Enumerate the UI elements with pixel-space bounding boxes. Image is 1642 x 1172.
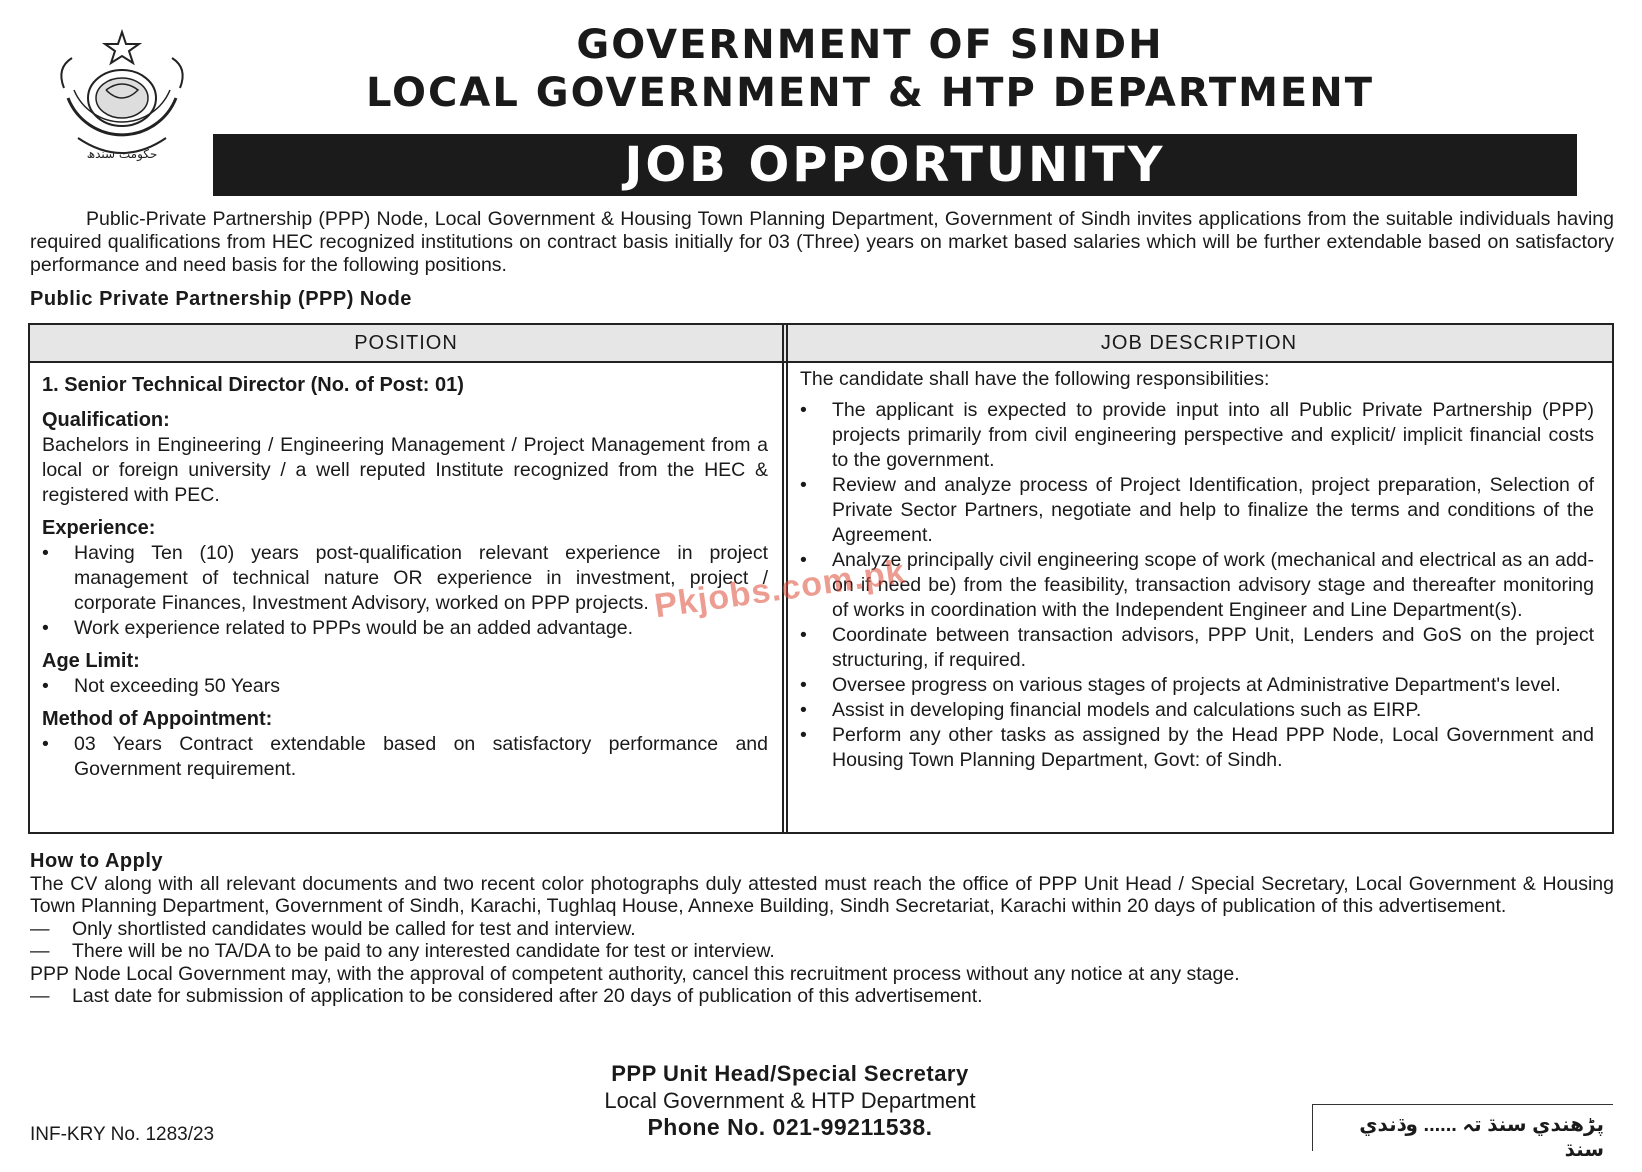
reference-number: INF-KRY No. 1283/23 (30, 1124, 215, 1145)
how-to-apply-paragraph: The CV along with all relevant documents and two recent color photographs duly attested must reach the office of PPP Unit Head / Special Secretary, Local Government & Housing Town Planning Department, Government of Sindh, Karachi, Tughlaq House, Annexe Building, Sindh Secretariat, Karachi within 20 days of publication of this advertisement. (30, 872, 1614, 917)
list-item: • Work experience related to PPPs would be an added advantage. (42, 616, 768, 641)
list-item: • Having Ten (10) years post-qualification relevant experience in project management of technical nature OR experience in investment, project / corporate Finances, Investment Advisory, worked on PPP projects. (42, 541, 768, 616)
age-list (42, 674, 768, 699)
urdu-slogan: پڑھندي سنڌ تہ ...... وڌندي سنڌ (1359, 1114, 1604, 1161)
age-limit-label: Age Limit: (42, 650, 140, 672)
col-header-description: JOB DESCRIPTION (1100, 332, 1298, 354)
method-label: Method of Appointment: (42, 708, 273, 730)
heading-department: LOCAL GOVERNMENT & HTP DEPARTMENT (365, 70, 1375, 116)
section-heading: Public Private Partnership (PPP) Node (30, 288, 412, 310)
cancellation-paragraph: PPP Node Local Government may, with the approval of competent authority, cancel this recruitment process without any notice at any stage. (30, 962, 1240, 985)
list-item: • Oversee progress on various stages of projects at Administrative Department's level. (800, 673, 1594, 698)
qualification-label: Qualification: (42, 409, 170, 431)
table-header-row (30, 325, 1612, 363)
list-item: • 03 Years Contract extendable based on satisfactory performance and Government requirement. (42, 732, 768, 782)
list-item: • Assist in developing financial models and calculations such as EIRP. (800, 698, 1594, 723)
col-header-position: POSITION (354, 332, 458, 354)
note-item: — Only shortlisted candidates would be called for test and interview. (30, 918, 1614, 941)
list-item: • The applicant is expected to provide input into all Public Private Partnership (PPP) projects primarily from civil engineering perspective and explicit/ implicit financial costs to the government. (800, 398, 1594, 473)
position-column (42, 373, 768, 790)
list-item: • Not exceeding 50 Years (42, 674, 768, 699)
phone-number: Phone No. 021-99211538. (647, 1114, 933, 1140)
watermark: Pkjobs.com.pk (652, 552, 908, 626)
heading-government: GOVERNMENT OF SINDH (576, 22, 1164, 68)
signatory-title: PPP Unit Head/Special Secretary (611, 1061, 969, 1086)
list-item: • Analyze principally civil engineering scope of work (mechanical and electrical as an add-on if need be) from the feasibility, transaction advisory stage and thereafter monitoring of works in coordination with the Independent Engineer and Line Department(s). (800, 548, 1594, 623)
how-to-apply-heading: How to Apply (30, 850, 164, 872)
job-opportunity-banner: JOB OPPORTUNITY (213, 134, 1577, 196)
note-item: — Last date for submission of application to be considered after 20 days of publication of this advertisement. (30, 985, 1614, 1008)
description-intro: The candidate shall have the following responsibilities: (800, 368, 1270, 390)
list-item: • Perform any other tasks as assigned by the Head PPP Node, Local Government and Housing Town Planning Department, Govt: of Sindh. (800, 723, 1594, 773)
seal-text: حکومت سندھ (86, 147, 158, 161)
signature-block (480, 1060, 1100, 1141)
how-to-apply-section (30, 850, 1614, 1008)
intro-paragraph: Public-Private Partnership (PPP) Node, Local Government & Housing Town Planning Department, Government of Sindh invites applications from the suitable individuals having required qualifications from HEC recognized institutions on contract basis initially for 03 (Three) years on market based salaries which will be further extendable based on satisfactory performance and need basis for the following positions. (30, 208, 1614, 276)
sindh-government-seal-icon (48, 28, 208, 180)
list-item: • Coordinate between transaction advisors, PPP Unit, Lenders and GoS on the project structuring, if required. (800, 623, 1594, 673)
qualification-text: Bachelors in Engineering / Engineering Management / Project Management from a local or foreign university / a well reputed Institute recognized from the HEC & registered with PEC. (42, 434, 768, 506)
note-item: — There will be no TA/DA to be paid to any interested candidate for test or interview. (30, 940, 1614, 963)
signatory-department: Local Government & HTP Department (604, 1088, 976, 1113)
list-item: • Review and analyze process of Project Identification, project preparation, Selection of Private Sector Partners, negotiate and help to finalize the terms and conditions of the Agreement. (800, 473, 1594, 548)
method-list (42, 732, 768, 782)
experience-label: Experience: (42, 517, 156, 539)
post-title: 1. Senior Technical Director (No. of Post: 01) (42, 374, 464, 396)
